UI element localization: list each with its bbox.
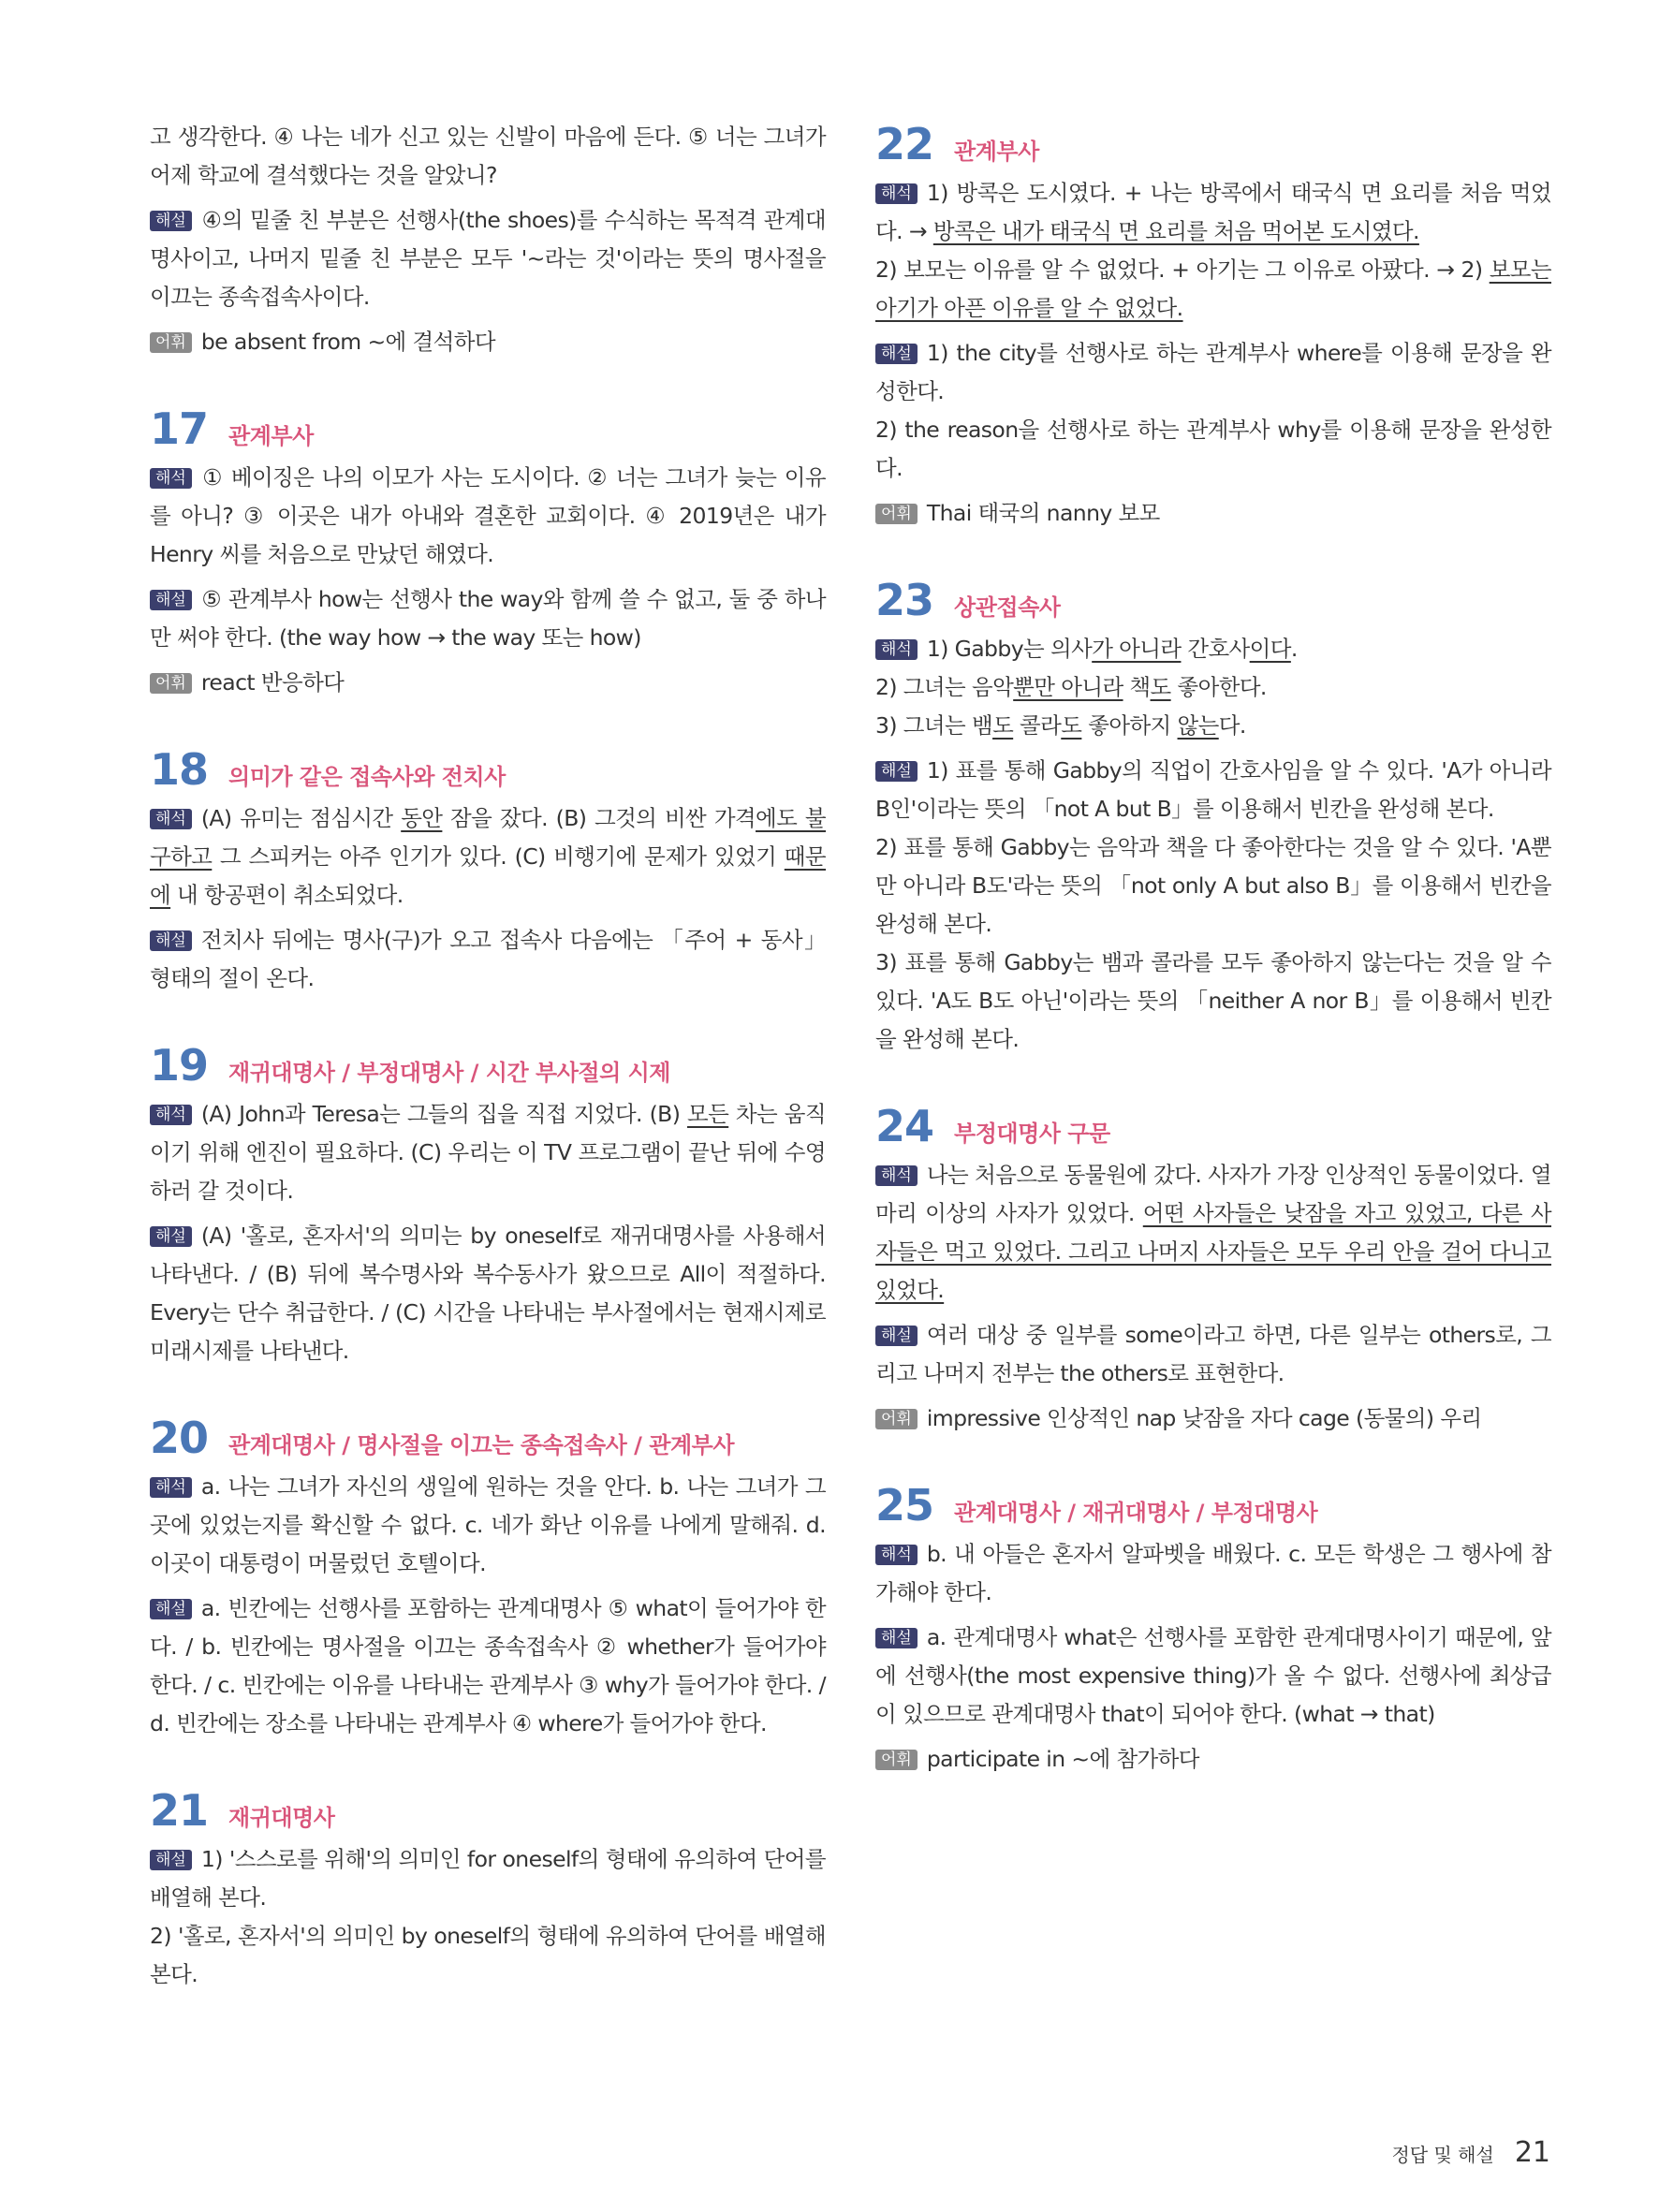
underlined-text: 동안 <box>401 805 443 831</box>
section-title: 관계부사 <box>954 139 1039 165</box>
section-header <box>150 1412 826 1464</box>
section-25 <box>875 1479 1551 1779</box>
translation-paragraph <box>875 174 1551 251</box>
section-number: 25 <box>875 1480 934 1531</box>
translation-paragraph <box>150 1095 826 1210</box>
explanation-paragraph <box>150 1589 826 1743</box>
section-21 <box>150 1784 826 1994</box>
section-number: 23 <box>875 575 934 625</box>
translation-paragraph <box>875 707 1551 745</box>
explanation-badge: 해설 <box>150 590 192 610</box>
section-22 <box>875 118 1551 533</box>
translation-paragraph <box>875 1535 1551 1612</box>
explanation-paragraph <box>875 1619 1551 1734</box>
section-title: 관계대명사 / 명사절을 이끄는 종속접속사 / 관계부사 <box>228 1432 735 1458</box>
section-number: 20 <box>150 1413 209 1463</box>
underlined-text: 어떤 사자들은 낮잠을 자고 있었고, 다른 사자들은 먹고 있었다. 그리고 나머지 사자들은 모두 우리 안을 걸어 다니고 있었다. <box>875 1200 1551 1303</box>
explanation-text: a. 관계대명사 what은 선행사를 포함한 관계대명사이기 때문에, 앞에 선행사(the most expensive thing)가 올 수 없다. 선행사에 최상급이 있으므로 관계대명사 that이 되어야 한다. (what → that) <box>875 1624 1551 1727</box>
translation-badge: 해석 <box>150 1105 192 1125</box>
translation-badge: 해석 <box>875 1165 918 1186</box>
explanation-text: ④의 밑줄 친 부분은 선행사(the shoes)를 수식하는 목적격 관계대명사이고, 나머지 밑줄 친 부분은 모두 '~라는 것'이라는 뜻의 명사절을 이끄는 종속접속사이다. <box>150 207 826 310</box>
translation-badge: 해석 <box>875 639 918 660</box>
section-number: 19 <box>150 1040 209 1091</box>
explanation-badge: 해설 <box>150 211 192 231</box>
explanation-text: 1) the city를 선행사로 하는 관계부사 where를 이용해 문장을 완성한다. <box>875 340 1551 404</box>
section-header <box>875 1479 1551 1531</box>
translation-paragraph <box>150 799 826 915</box>
vocab-paragraph <box>875 1740 1551 1779</box>
underlined-text: 방콕은 내가 태국식 면 요리를 처음 먹어본 도시였다. <box>932 218 1419 244</box>
explanation-text: ⑤ 관계부사 how는 선행사 the way와 함께 쓸 수 없고, 둘 중 하나만 써야 한다. (the way how → the way 또는 how) <box>150 586 826 651</box>
translation-text: 좋아한다. <box>1170 674 1267 700</box>
vocab-text: Thai 태국의 nanny 보모 <box>926 500 1160 526</box>
translation-text: 1) Gabby는 의사 <box>926 636 1093 662</box>
section-18 <box>150 743 826 998</box>
translation-text: (A) 유미는 점심시간 <box>200 805 402 831</box>
explanation-text: 여러 대상 중 일부를 some이라고 하면, 다른 일부는 others로, 그리고 나머지 전부는 the others로 표현한다. <box>875 1322 1551 1386</box>
vocab-text: impressive 인상적인 nap 낮잠을 자다 cage (동물의) 우리 <box>926 1405 1482 1431</box>
translation-paragraph <box>875 251 1551 328</box>
translation-badge: 해석 <box>150 1477 192 1498</box>
section-20 <box>150 1412 826 1743</box>
section-title: 의미가 같은 접속사와 전치사 <box>228 764 506 790</box>
underlined-text: 않는 <box>1177 712 1219 739</box>
explanation-paragraph <box>875 1316 1551 1393</box>
section-title: 부정대명사 구문 <box>954 1121 1110 1147</box>
vocab-text: react 반응하다 <box>200 669 345 696</box>
section-title: 상관접속사 <box>954 594 1061 621</box>
vocab-text: participate in ~에 참가하다 <box>926 1746 1199 1772</box>
vocab-badge: 어휘 <box>150 332 192 353</box>
explanation-badge: 해설 <box>150 1850 192 1870</box>
vocab-paragraph <box>875 494 1551 533</box>
section-number: 24 <box>875 1101 934 1151</box>
left-column <box>150 118 826 2000</box>
vocab-badge: 어휘 <box>875 1750 918 1770</box>
section-title: 관계대명사 / 재귀대명사 / 부정대명사 <box>954 1500 1318 1526</box>
vocab-paragraph <box>150 664 826 702</box>
translation-text: ① 베이징은 나의 이모가 사는 도시이다. ② 너는 그녀가 늦는 이유를 아니? ③ 이곳은 내가 아내와 결혼한 교회이다. ④ 2019년은 내가 Henry 씨를 처음으로 만났던 해였다. <box>150 464 826 567</box>
translation-text: 잠을 잤다. (B) 그것의 비싼 가격 <box>442 805 756 831</box>
translation-text: 고 생각한다. ④ 나는 네가 신고 있는 신발이 마음에 든다. ⑤ 너는 그녀가 어제 학교에 결석했다는 것을 알았니? <box>150 124 826 188</box>
right-column <box>875 118 1551 1785</box>
section-header <box>875 118 1551 170</box>
translation-badge: 해석 <box>150 809 192 829</box>
footer-label: 정답 및 해설 <box>1391 2144 1494 2166</box>
translation-badge: 해석 <box>875 1545 918 1565</box>
translation-text: 그 스피커는 아주 인기가 있다. (C) 비행기에 문제가 있었기 <box>212 843 785 870</box>
underlined-text: 도 <box>1150 674 1171 700</box>
explanation-paragraph <box>150 580 826 657</box>
section-header <box>150 1039 826 1091</box>
vocab-badge: 어휘 <box>875 504 918 524</box>
translation-text: 1) 방콕은 도시였다. + 나는 방콕에서 태국식 면 요리를 처음 먹었다. → <box>875 180 1551 244</box>
explanation-text: 1) '스스로를 위해'의 의미인 for oneself의 형태에 유의하여 단어를 배열해 본다. <box>150 1846 826 1911</box>
explanation-badge: 해설 <box>875 1326 918 1346</box>
underlined-text: 도 <box>992 712 1014 739</box>
translation-paragraph <box>150 459 826 574</box>
translation-text: 차는 움직이기 위해 엔진이 필요하다. (C) 우리는 이 TV 프로그램이 끝난 뒤에 수영하러 갈 것이다. <box>150 1101 826 1204</box>
translation-text: a. 나는 그녀가 자신의 생일에 원하는 것을 안다. b. 나는 그녀가 그곳에 있었는지를 확신할 수 없다. c. 네가 화난 이유를 나에게 말해줘. d. 이곳이 대통령이 머물렀던 호텔이다. <box>150 1473 826 1576</box>
section-continued <box>150 118 826 361</box>
explanation-text: 2) the reason을 선행사로 하는 관계부사 why를 이용해 문장을 완성한다. <box>875 417 1551 481</box>
section-title: 재귀대명사 <box>228 1805 335 1831</box>
explanation-paragraph <box>150 921 826 998</box>
section-number: 21 <box>150 1785 209 1836</box>
underlined-text: 에도 불구하고 <box>150 805 826 870</box>
section-number: 17 <box>150 403 209 454</box>
translation-text: 간호사 <box>1181 636 1250 662</box>
section-23 <box>875 574 1551 1059</box>
translation-text: 책 <box>1123 674 1151 700</box>
section-header <box>150 1784 826 1837</box>
translation-paragraph <box>875 668 1551 707</box>
translation-text: (A) John과 Teresa는 그들의 집을 직접 지었다. (B) <box>200 1101 687 1127</box>
vocab-paragraph <box>875 1399 1551 1438</box>
translation-text: 3) 그녀는 뱀 <box>875 712 993 739</box>
underlined-text: 가 아니라 <box>1092 636 1182 662</box>
translation-text: b. 내 아들은 혼자서 알파벳을 배웠다. c. 모든 학생은 그 행사에 참가해야 한다. <box>875 1541 1551 1605</box>
translation-paragraph <box>875 1156 1551 1310</box>
translation-text: 2) 보모는 이유를 알 수 없었다. + 아기는 그 이유로 아팠다. → 2) <box>875 256 1490 283</box>
translation-text: 나는 처음으로 동물원에 갔다. 사자가 가장 인상적인 동물이었다. 열 마리 이상의 사자가 있었다. <box>875 1162 1551 1226</box>
translation-badge: 해석 <box>875 183 918 204</box>
section-number: 18 <box>150 744 209 795</box>
underlined-text: 도 <box>1061 712 1082 739</box>
translation-text: 내 항공편이 취소되었다. <box>170 882 404 908</box>
translation-paragraph <box>875 630 1551 668</box>
explanation-text: 3) 표를 통해 Gabby는 뱀과 콜라를 모두 좋아하지 않는다는 것을 알 수 있다. 'A도 B도 아닌'이라는 뜻의 「neither A nor B」를 이용해서 빈칸을 완성해 본다. <box>875 949 1551 1052</box>
section-17 <box>150 403 826 702</box>
explanation-text: a. 빈칸에는 선행사를 포함하는 관계대명사 ⑤ what이 들어가야 한다. / b. 빈칸에는 명사절을 이끄는 종속접속사 ② whether가 들어가야 한다. / c. 빈칸에는 이유를 나타내는 관계부사 ③ why가 들어가야 한다. / d. 빈칸에는 장소를 나타내는 관계부사 ④ where가 들어가야 한다. <box>150 1595 826 1736</box>
underlined-text: 이다 <box>1249 636 1291 662</box>
section-header <box>150 743 826 796</box>
underlined-text: 뿐만 아니라 <box>1013 674 1123 700</box>
translation-text: . <box>1290 636 1298 662</box>
explanation-paragraph <box>150 201 826 316</box>
translation-text: 다. <box>1218 712 1246 739</box>
explanation-text: 전치사 뒤에는 명사(구)가 오고 접속사 다음에는 「주어 + 동사」 형태의 절이 온다. <box>150 927 826 991</box>
section-header <box>875 574 1551 626</box>
explanation-text: (A) '홀로, 혼자서'의 의미는 by oneself로 재귀대명사를 사용해서 나타낸다. / (B) 뒤에 복수명사와 복수동사가 왔으므로 All이 적절하다. Every는 단수 취급한다. / (C) 시간을 나타내는 부사절에서는 현재시제로 미래시제를 나타낸다. <box>150 1223 826 1364</box>
explanation-paragraph <box>150 1840 826 1917</box>
explanation-badge: 해설 <box>875 761 918 782</box>
explanation-paragraph <box>875 334 1551 411</box>
vocab-badge: 어휘 <box>150 673 192 694</box>
vocab-paragraph <box>150 323 826 361</box>
underlined-text: 보모는 아기가 아픈 이유를 알 수 없었다. <box>875 256 1551 321</box>
translation-badge: 해석 <box>150 468 192 489</box>
translation-text: 좋아하지 <box>1081 712 1178 739</box>
explanation-paragraph <box>875 752 1551 828</box>
explanation-badge: 해설 <box>150 930 192 951</box>
section-header <box>875 1100 1551 1152</box>
translation-text: 콜라 <box>1013 712 1062 739</box>
section-title: 관계부사 <box>228 423 314 449</box>
explanation-text: 1) 표를 통해 Gabby의 직업이 간호사임을 알 수 있다. 'A가 아니라 B인'이라는 뜻의 「not A but B」를 이용해서 빈칸을 완성해 본다. <box>875 757 1551 822</box>
page-footer <box>1391 2136 1550 2169</box>
section-title: 재귀대명사 / 부정대명사 / 시간 부사절의 시제 <box>228 1060 670 1086</box>
section-24 <box>875 1100 1551 1438</box>
explanation-badge: 해설 <box>150 1599 192 1619</box>
explanation-text: 2) '홀로, 혼자서'의 의미인 by oneself의 형태에 유의하여 단어를 배열해 본다. <box>150 1923 826 1987</box>
section-number: 22 <box>875 119 934 169</box>
underlined-text: 모든 <box>686 1101 729 1127</box>
explanation-paragraph <box>150 1217 826 1370</box>
translation-paragraph <box>150 1468 826 1583</box>
translation-text: 2) 그녀는 음악 <box>875 674 1014 700</box>
explanation-badge: 해설 <box>150 1226 192 1247</box>
vocab-badge: 어휘 <box>875 1409 918 1429</box>
explanation-badge: 해설 <box>875 1628 918 1648</box>
explanation-badge: 해설 <box>875 344 918 364</box>
vocab-text: be absent from ~에 결석하다 <box>200 329 495 355</box>
section-header <box>150 403 826 455</box>
page-number: 21 <box>1514 2136 1550 2169</box>
explanation-text: 2) 표를 통해 Gabby는 음악과 책을 다 좋아한다는 것을 알 수 있다. 'A뿐만 아니라 B도'라는 뜻의 「not only A but also B」를 이용해서 빈칸을 완성해 본다. <box>875 834 1551 937</box>
section-19 <box>150 1039 826 1370</box>
underlined-text: 때문에 <box>150 843 826 908</box>
